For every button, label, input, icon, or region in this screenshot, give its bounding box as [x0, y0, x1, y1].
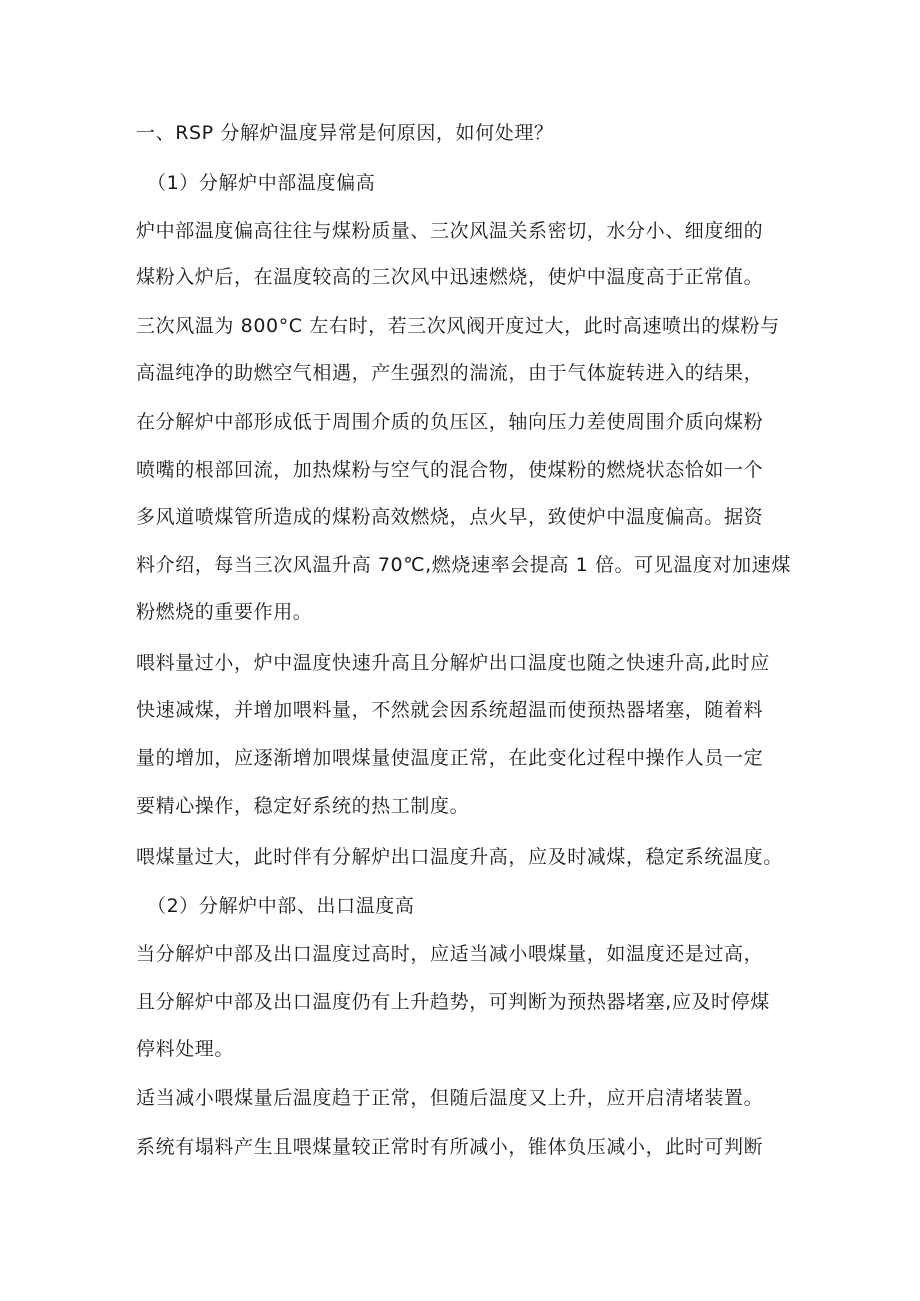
paragraph-2-line-1: 喂料量过小，炉中温度快速升高且分解炉出口温度也随之快速升高,此时应 — [136, 652, 770, 674]
paragraph-4-line-2: 且分解炉中部及出口温度仍有上升趋势，可判断为预热器堵塞,应及时停煤 — [136, 991, 770, 1013]
paragraph-4-line-3: 停料处理。 — [136, 1038, 235, 1060]
paragraph-1-line-1: 炉中部温度偏高往往与煤粉质量、三次风温关系密切，水分小、细度细的 — [136, 220, 764, 242]
paragraph-1-line-6: 喷嘴的根部回流，加热煤粉与空气的混合物，使煤粉的燃烧状态恰如一个 — [136, 459, 764, 481]
paragraph-1-line-3: 三次风温为 800°C 左右时，若三次风阀开度过大，此时高速喷出的煤粉与 — [136, 315, 780, 337]
paragraph-2-line-2: 快速减煤，并增加喂料量，不然就会因系统超温而使预热器堵塞，随着料 — [136, 699, 764, 721]
paragraph-3-line-1: 喂煤量过大，此时伴有分解炉出口温度升高，应及时减煤，稳定系统温度。 — [136, 846, 783, 868]
section-2-title: （2）分解炉中部、出口温度高 — [147, 895, 415, 917]
paragraph-1-line-2: 煤粉入炉后，在温度较高的三次风中迅速燃烧，使炉中温度高于正常值。 — [136, 266, 764, 288]
paragraph-4-line-1: 当分解炉中部及出口温度过高时，应适当减小喂煤量，如温度还是过高， — [136, 943, 764, 965]
paragraph-1-line-8: 料介绍，每当三次风温升高 70℃,燃烧速率会提高 1 倍。可见温度对加速煤 — [136, 554, 791, 576]
paragraph-1-line-4: 高温纯净的助燃空气相遇，产生强烈的湍流，由于气体旋转进入的结果， — [136, 362, 764, 384]
paragraph-2-line-3: 量的增加，应逐渐增加喂煤量使温度正常，在此变化过程中操作人员一定 — [136, 747, 764, 769]
paragraph-1-line-9: 粉燃烧的重要作用。 — [136, 601, 313, 623]
section-1-title: （1）分解炉中部温度偏高 — [147, 172, 376, 194]
paragraph-2-line-4: 要精心操作，稳定好系统的热工制度。 — [136, 795, 470, 817]
paragraph-1-line-5: 在分解炉中部形成低于周围介质的负压区，轴向压力差使周围介质向煤粉 — [136, 411, 764, 433]
paragraph-5-line-1: 适当减小喂煤量后温度趋于正常，但随后温度又上升，应开启清堵装置。 — [136, 1087, 764, 1109]
paragraph-6-line-1: 系统有塌料产生且喂煤量较正常时有所减小，锥体负压减小，此时可判断 — [136, 1136, 764, 1158]
paragraph-1-line-7: 多风道喷煤管所造成的煤粉高效燃烧，点火早，致使炉中温度偏高。据资 — [136, 506, 764, 528]
document-heading: 一、RSP 分解炉温度异常是何原因，如何处理？ — [136, 122, 554, 144]
